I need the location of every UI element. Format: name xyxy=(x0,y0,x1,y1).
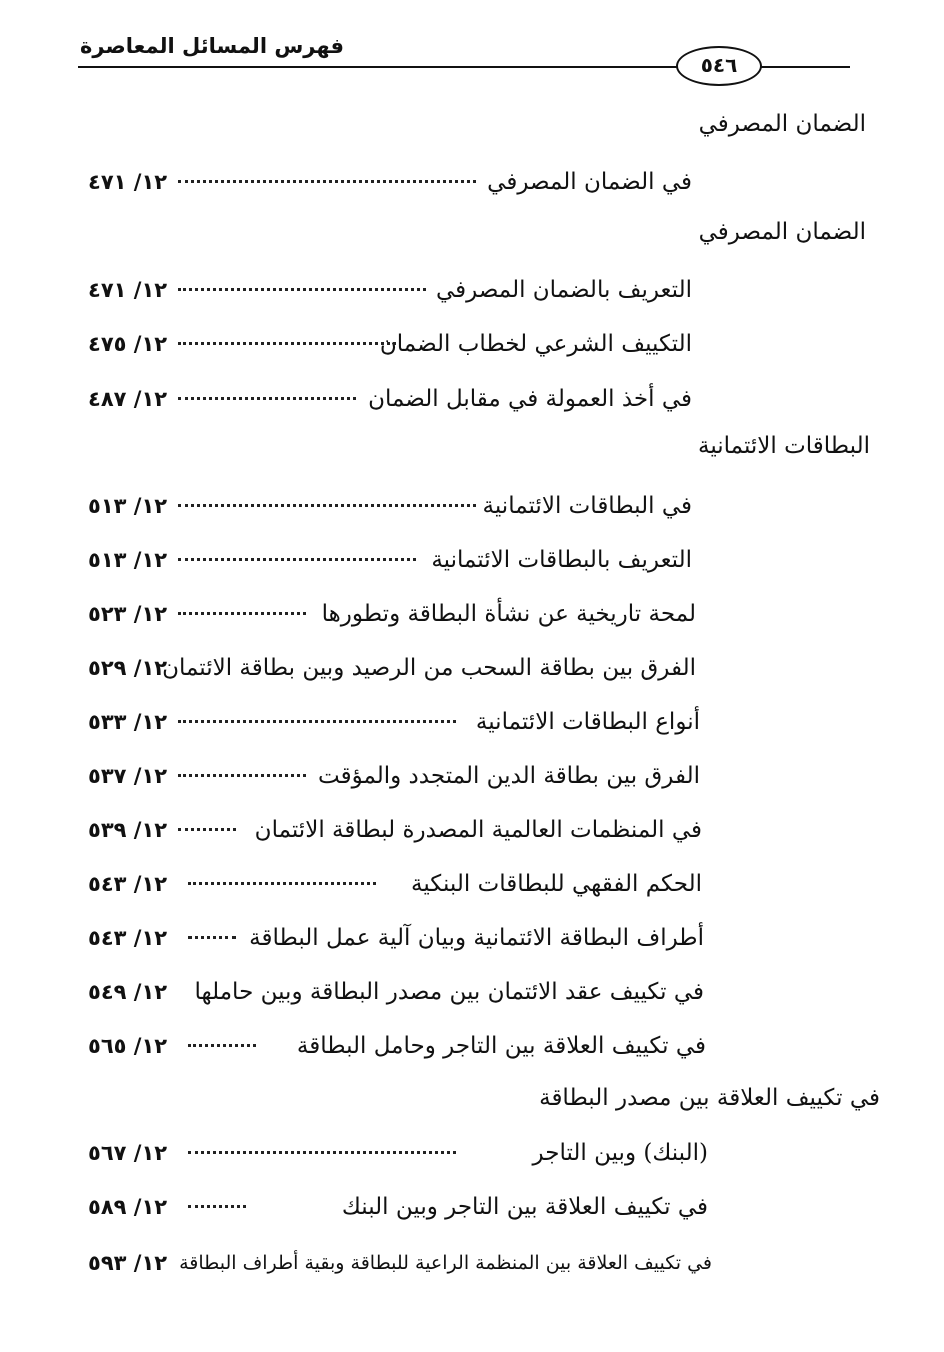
index-entry xyxy=(78,591,866,637)
entry-text: التعريف بالضمان المصرفي xyxy=(435,277,692,303)
section-heading xyxy=(78,101,866,147)
entry-text: التكييف الشرعي لخطاب الضمان xyxy=(379,331,692,357)
leader-dots xyxy=(178,774,306,777)
index-entry xyxy=(78,483,866,529)
leader-dots xyxy=(188,1205,246,1208)
entry-ref: ١٢/ ٥٢٩ xyxy=(88,656,168,680)
leader-dots xyxy=(178,720,456,723)
entry-ref: ١٢/ ٥٨٩ xyxy=(88,1195,168,1219)
entry-ref: ١٢/ ٥٤٩ xyxy=(88,980,168,1004)
entry-ref: ١٢/ ٥٦٥ xyxy=(88,1034,168,1058)
index-entry xyxy=(78,645,866,691)
heading-text: في تكييف العلاقة بين مصدر البطاقة xyxy=(539,1085,880,1111)
entry-text: في البطاقات الائتمانية xyxy=(482,493,692,519)
section-heading xyxy=(78,1075,880,1121)
entry-text: الفرق بين بطاقة السحب من الرصيد وبين بطاقة الائتمان xyxy=(162,655,696,681)
leader-dots xyxy=(178,558,416,561)
section-heading xyxy=(78,209,866,255)
entry-ref: ١٢/ ٤٨٧ xyxy=(88,387,168,411)
entry-ref: ١٢/ ٥١٣ xyxy=(88,494,168,518)
entry-ref: ١٢/ ٥٣٣ xyxy=(88,710,168,734)
index-entry xyxy=(78,376,866,422)
entry-text: في الضمان المصرفي xyxy=(487,169,692,195)
entry-text: في أخذ العمولة في مقابل الضمان xyxy=(368,386,692,412)
entry-ref: ١٢/ ٤٧١ xyxy=(88,170,168,194)
entry-text: أنواع البطاقات الائتمانية xyxy=(475,709,700,735)
leader-dots xyxy=(178,612,306,615)
leader-dots xyxy=(178,397,356,400)
entry-ref: ١٢/ ٥٤٣ xyxy=(88,872,168,896)
index-entry xyxy=(78,1240,866,1286)
index-entry xyxy=(78,1184,866,1230)
index-entry xyxy=(78,1130,866,1176)
entry-ref: ١٢/ ٥٦٧ xyxy=(88,1141,168,1165)
entry-text: أطراف البطاقة الائتمانية وبيان آلية عمل البطاقة xyxy=(249,925,704,951)
entry-ref: ١٢/ ٥٩٣ xyxy=(88,1251,168,1275)
entry-text: الفرق بين بطاقة الدين المتجدد والمؤقت xyxy=(317,763,700,789)
entry-text: في تكييف العلاقة بين التاجر وبين البنك xyxy=(341,1194,708,1220)
entry-text: (البنك) وبين التاجر xyxy=(532,1140,708,1166)
leader-dots xyxy=(178,288,426,291)
section-heading xyxy=(78,423,870,469)
leader-dots xyxy=(178,342,396,345)
heading-text: البطاقات الائتمانية xyxy=(697,433,870,459)
entry-ref: ١٢/ ٥٣٧ xyxy=(88,764,168,788)
index-entry xyxy=(78,915,866,961)
heading-text: الضمان المصرفي xyxy=(698,111,866,137)
entry-text: في تكييف العلاقة بين التاجر وحامل البطاقة xyxy=(296,1033,706,1059)
entry-text: في تكييف عقد الائتمان بين مصدر البطاقة وبين حاملها xyxy=(194,979,704,1005)
entry-text: التعريف بالبطاقات الائتمانية xyxy=(431,547,692,573)
heading-text: الضمان المصرفي xyxy=(698,219,866,245)
entry-ref: ١٢/ ٤٧٥ xyxy=(88,332,168,356)
index-entry xyxy=(78,861,866,907)
leader-dots xyxy=(178,180,476,183)
entry-ref: ١٢/ ٥٢٣ xyxy=(88,602,168,626)
leader-dots xyxy=(188,882,376,885)
index-entry xyxy=(78,699,866,745)
leader-dots xyxy=(188,1044,256,1047)
entry-text: لمحة تاريخية عن نشأة البطاقة وتطورها xyxy=(321,601,696,627)
index-entry xyxy=(78,1023,866,1069)
entry-ref: ١٢/ ٤٧١ xyxy=(88,278,168,302)
index-entry xyxy=(78,321,866,367)
leader-dots xyxy=(188,936,236,939)
entry-text: في تكييف العلاقة بين المنظمة الراعية للبطاقة وبقية أطراف البطاقة xyxy=(179,1252,712,1274)
leader-dots xyxy=(178,504,476,507)
index-entry xyxy=(78,807,866,853)
index-entry xyxy=(78,159,866,205)
index-entry xyxy=(78,969,866,1015)
entry-text: الحكم الفقهي للبطاقات البنكية xyxy=(411,871,702,897)
entry-ref: ١٢/ ٥٣٩ xyxy=(88,818,168,842)
page-number: ٥٤٦ xyxy=(676,46,762,86)
running-header-title: فهرس المسائل المعاصرة xyxy=(80,34,344,58)
index-entry xyxy=(78,753,866,799)
index-entry xyxy=(78,537,866,583)
index-entry xyxy=(78,267,866,313)
leader-dots xyxy=(188,1151,456,1154)
entry-ref: ١٢/ ٥٤٣ xyxy=(88,926,168,950)
entry-ref: ١٢/ ٥١٣ xyxy=(88,548,168,572)
leader-dots xyxy=(178,828,236,831)
entry-text: في المنظمات العالمية المصدرة لبطاقة الائتمان xyxy=(254,817,702,843)
